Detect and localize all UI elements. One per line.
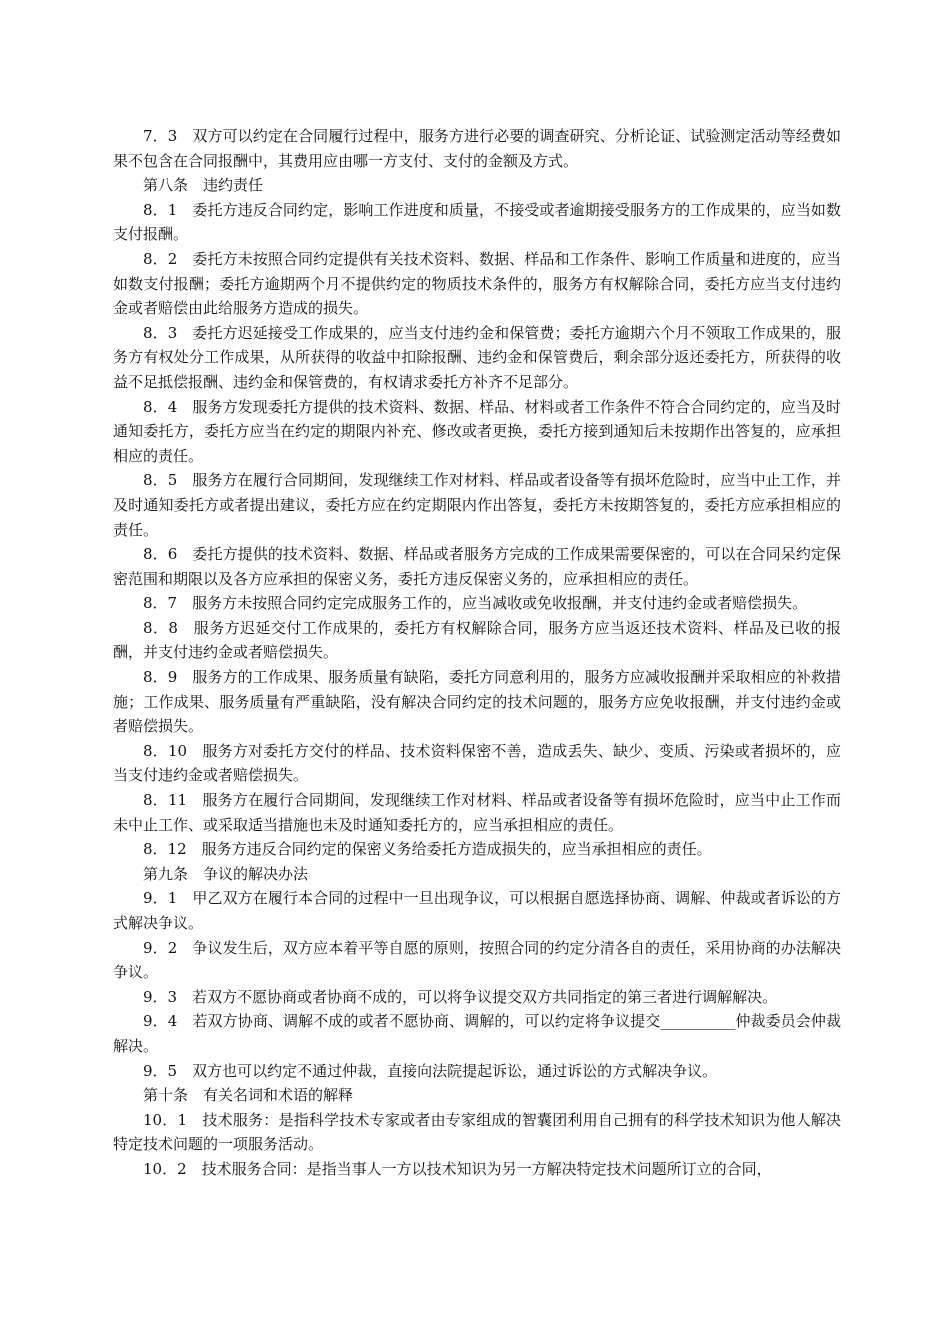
clause-9-2: 9．2 争议发生后，双方应本着平等自愿的原则，按照合同的约定分清各自的责任，采用协商的办法解决争议。 [113, 938, 841, 982]
clause-9-1: 9．1 甲乙双方在履行本合同的过程中一旦出现争议，可以根据自愿选择协商、调解、仲裁或者诉讼的方式解决争议。 [113, 889, 841, 932]
clause-7-3: 7．3 双方可以约定在合同履行过程中，服务方进行必要的调查研究、分析论证、试验测定活动等经费如果不包含在合同报酬中，其费用应由哪一方支付、支付的金额及方式。 [113, 127, 841, 170]
clause-8-1: 8．1 委托方违反合同约定，影响工作进度和质量，不接受或者逾期接受服务方的工作成果的，应当如数支付报酬。 [113, 200, 841, 244]
clause-10-1: 10．1 技术服务：是指科学技术专家或者由专家组成的智囊团利用自己拥有的科学技术知识为他人解决特定技术问题的一项服务活动。 [113, 1110, 841, 1154]
clause-8-3: 8．3 委托方迟延接受工作成果的，应当支付违约金和保管费；委托方逾期六个月不领取工作成果的，服务方有权处分工作成果，从所获得的收益中扣除报酬、违约金和保管费后，剩余部分返还委托方，所获得的收益不足抵偿报酬、违约金和保管费的，有权请求委托方补齐不足部分。 [113, 323, 841, 391]
clause-8-6: 8．6 委托方提供的技术资料、数据、样品或者服务方完成的工作成果需要保密的，可以在合同呆约定保密范围和期限以及各方应承担的保密义务，委托方违反保密义务的，应承担相应的责任。 [113, 545, 841, 588]
article-10-heading: 第十条 有关名词和术语的解释 [143, 1086, 354, 1105]
document-page [113, 124, 841, 1182]
clause-8-11: 8．11 服务方在履行合同期间，发现继续工作对材料、样品或者设备等有损坏危险时，应当中止工作而未中止工作、或采取适当措施也未及时通知委托方的，应当承担相应的责任。 [113, 791, 841, 834]
article-9-heading: 第九条 争议的解决办法 [143, 864, 309, 883]
clause-8-8: 8．8 服务方迟延交付工作成果的，委托方有权解除合同，服务方应当返还技术资料、样品及已收的报酬，并支付违约金或者赔偿损失。 [113, 618, 841, 662]
clause-8-5: 8．5 服务方在履行合同期间，发现继续工作对材料、样品或者设备等有损坏危险时，应当中止工作，并及时通知委托方或者提出建议，委托方应在约定期限内作出答复，委托方未按期答复的，委托方应承担相应的责任。 [113, 471, 841, 539]
clause-8-7: 8．7 服务方未按照合同约定完成服务工作的，应当减收或免收报酬，并支付违约金或者赔偿损失。 [143, 594, 808, 613]
clause-8-12: 8．12 服务方违反合同约定的保密义务给委托方造成损失的，应当承担相应的责任。 [143, 840, 712, 859]
clause-8-2: 8．2 委托方未按照合同约定提供有关技术资料、数据、样品和工作条件、影响工作质量和进度的，应当如数支付报酬；委托方逾期两个月不提供约定的物质技术条件的，服务方有权解除合同，委托方应当支付违约金或者赔偿由此给服务方造成的损失。 [113, 249, 841, 318]
clause-8-9: 8．9 服务方的工作成果、服务质量有缺陷，委托方同意利用的，服务方应减收报酬并采取相应的补救措施；工作成果、服务质量有严重缺陷，没有解决合同约定的技术问题的，服务方应免收报酬，并支付违约金或者赔偿损失。 [113, 668, 841, 736]
clause-9-4: 9．4 若双方协商、调解不成的或者不愿协商、调解的，可以约定将争议提交__________仲裁委员会仲裁解决。 [113, 1012, 841, 1055]
clause-8-10: 8．10 服务方对委托方交付的样品、技术资料保密不善，造成丢失、缺少、变质、污染或者损坏的，应当支付违约金或者赔偿损失。 [113, 741, 841, 785]
clause-8-4: 8．4 服务方发现委托方提供的技术资料、数据、样品、材料或者工作条件不符合合同约定的，应当及时通知委托方，委托方应当在约定的期限内补充、修改或者更换，委托方接到通知后未按期作出答复的，应承担相应的责任。 [113, 397, 841, 465]
clause-9-3: 9．3 若双方不愿协商或者协商不成的，可以将争议提交双方共同指定的第三者进行调解解决。 [143, 987, 778, 1006]
clause-10-2: 10．2 技术服务合同：是指当事人一方以技术知识为另一方解决特定技术问题所订立的合同， [143, 1159, 772, 1178]
clause-9-5: 9．5 双方也可以约定不通过仲裁，直接向法院提起诉讼，通过诉讼的方式解决争议。 [143, 1061, 718, 1080]
article-8-heading: 第八条 违约责任 [143, 176, 264, 195]
